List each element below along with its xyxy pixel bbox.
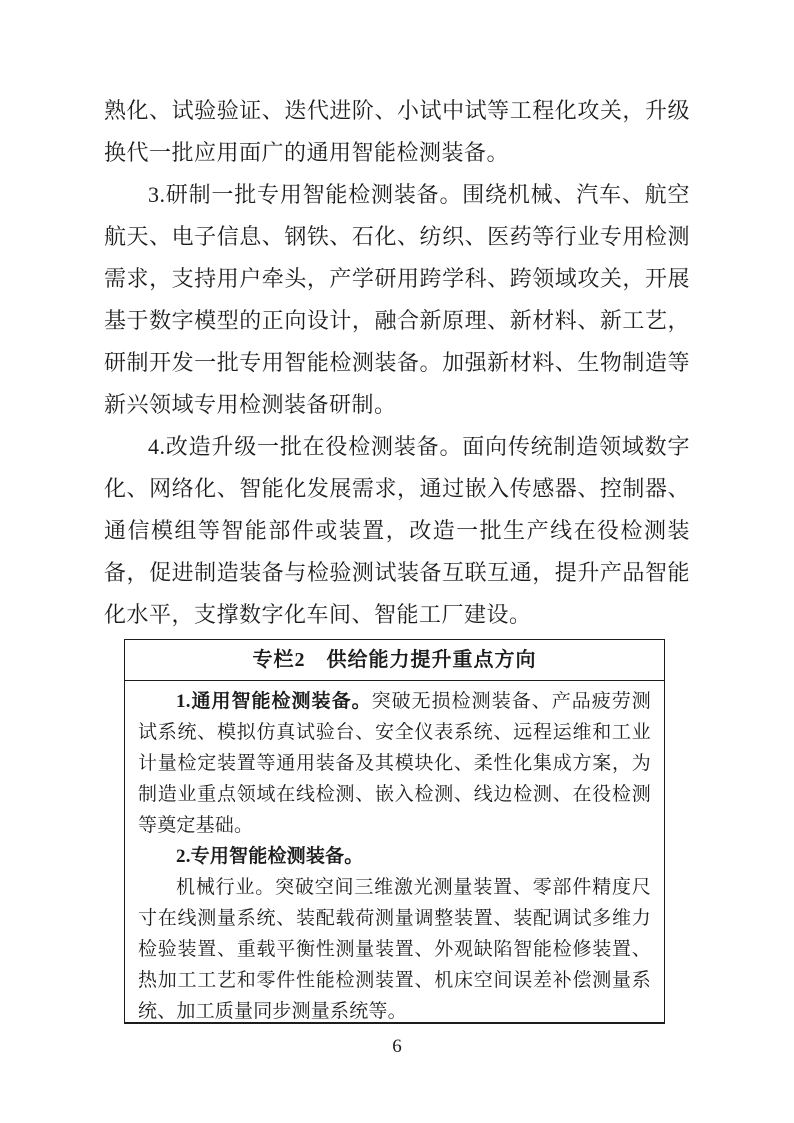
- box-paragraph-text: 机械行业。突破空间三维激光测量装置、零部件精度尺寸在线测量系统、装配载荷测量调整装置、装配调试多维力检验装置、重载平衡性测量装置、外观缺陷智能检修装置、热加工工艺和零件性能检测装置、机床空间误差补偿测量系统、加工质量同步测量系统等。: [138, 877, 651, 1022]
- box-paragraph-lead: 2.专用智能检测装备。: [176, 846, 364, 867]
- callout-box-body: [125, 681, 664, 1024]
- body-paragraph-continuation: 熟化、试验验证、迭代进阶、小试中试等工程化攻关，升级换代一批应用面广的通用智能检测装备。: [104, 98, 690, 165]
- body-paragraph-item-4: 4.改造升级一批在役检测装备。面向传统制造领域数字化、网络化、智能化发展需求，通过嵌入传感器、控制器、通信模组等智能部件或装置，改造一批生产线在役检测装备，促进制造装备与检验测试装备互联互通，提升产品智能化水平，支撑数字化车间、智能工厂建设。: [104, 434, 690, 627]
- page-number: 6: [392, 1036, 402, 1057]
- box-paragraph-lead: 1.通用智能检测装备。: [176, 691, 372, 712]
- callout-box-title: 专栏2 供给能力提升重点方向: [125, 640, 664, 681]
- box-paragraph-machinery-industry: [138, 872, 651, 1024]
- box-paragraph-special-equipment-heading: [138, 841, 651, 872]
- callout-box-column-2: [124, 639, 665, 1024]
- body-paragraph-item-3: 3.研制一批专用智能检测装备。围绕机械、汽车、航空航天、电子信息、钢铁、石化、纺织、医药等行业专用检测需求，支持用户牵头，产学研用跨学科、跨领域攻关，开展基于数字模型的正向设计，融合新原理、新材料、新工艺，研制开发一批专用智能检测装备。加强新材料、生物制造等新兴领域专用检测装备研制。: [104, 182, 690, 417]
- box-paragraph-general-equipment: [138, 686, 651, 841]
- box-paragraph-text: 突破无损检测装备、产品疲劳测试系统、模拟仿真试验台、安全仪表系统、远程运维和工业计量检定装置等通用装备及其模块化、柔性化集成方案，为制造业重点领域在线检测、嵌入检测、线边检测、在役检测等奠定基础。: [138, 691, 651, 836]
- body-text-block: [104, 90, 690, 1024]
